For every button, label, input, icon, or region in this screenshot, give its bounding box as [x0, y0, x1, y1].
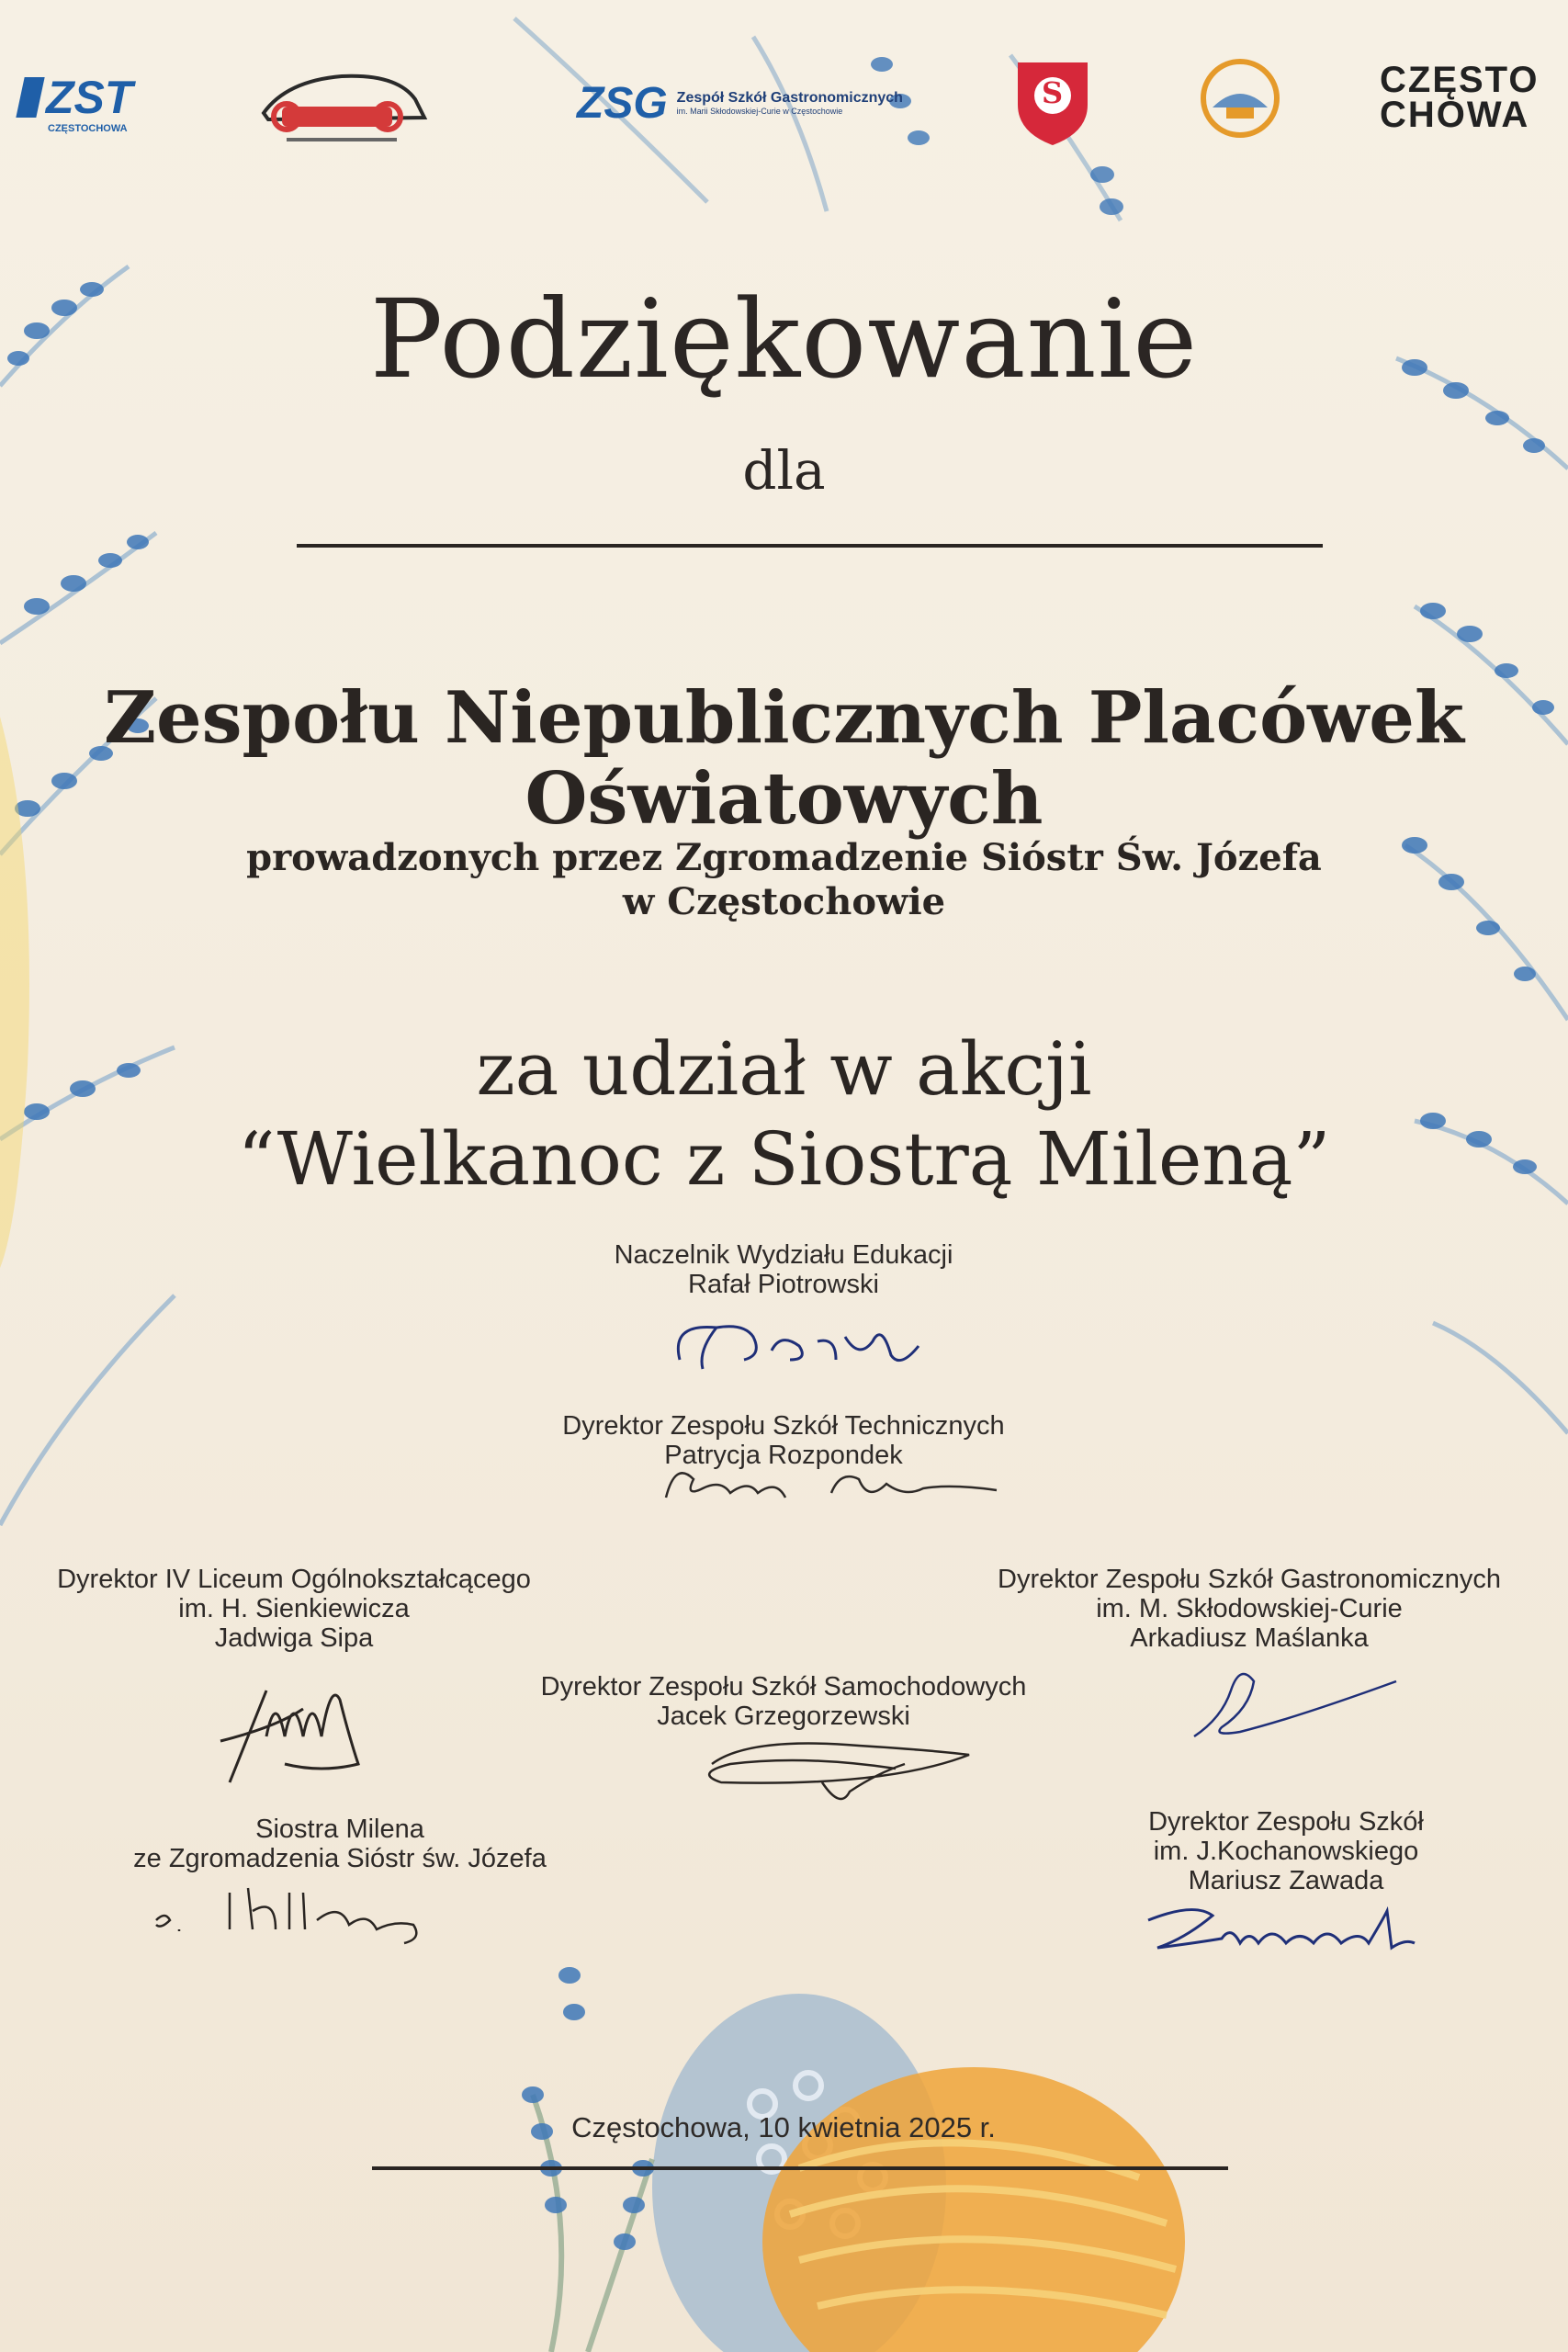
signatory-lo4 — [18, 1565, 570, 1653]
name-underline — [297, 544, 1323, 548]
signature-zsg — [1185, 1645, 1405, 1755]
zsg-logo — [577, 75, 926, 130]
recipient-line-2: Oświatowych — [525, 757, 1043, 841]
signatory-naczelnik — [508, 1240, 1059, 1299]
signatory-role: Naczelnik Wydziału Edukacji — [614, 1240, 953, 1270]
zst-logo-text: ZST — [46, 72, 133, 123]
recipient-line-1: Zespołu Niepublicznych Placówek — [104, 676, 1464, 760]
recipient-line-3: prowadzonych przez Zgromadzenie Sióstr Św. Józefa — [246, 836, 1322, 879]
signatory-school: im. J.Kochanowskiego — [1153, 1837, 1419, 1866]
action-line-1: za udział w akcji — [476, 1026, 1092, 1112]
signatory-name: Patrycja Rozpondek — [664, 1441, 903, 1470]
signatory-role: Dyrektor Zespołu Szkół — [1148, 1807, 1424, 1837]
signatory-role: Dyrektor Zespołu Szkół Gastronomicznych — [998, 1565, 1501, 1594]
signature-naczelnik — [661, 1305, 937, 1387]
signatory-name: Jacek Grzegorzewski — [657, 1702, 910, 1731]
zsg-logo-mark: ZSG — [577, 78, 668, 128]
crest-letter: S — [1042, 75, 1064, 110]
certificate-title: Podziękowanie — [369, 276, 1199, 402]
date-underline — [372, 2166, 1228, 2170]
recipient-line-4: w Częstochowie — [622, 880, 946, 923]
easter-eggs-illustration — [496, 1948, 1213, 2352]
city-logo-line1: CZĘSTO — [1380, 60, 1540, 100]
signature-zst — [657, 1452, 1006, 1516]
signatory-role: Dyrektor Zespołu Szkół Technicznych — [562, 1411, 1005, 1441]
signatory-role: Siostra Milena — [255, 1815, 424, 1844]
czestochowa-city-logo — [1380, 60, 1568, 135]
signatory-name: Rafał Piotrowski — [688, 1270, 879, 1299]
crest-logo — [1014, 59, 1091, 147]
signature-zsk — [1139, 1893, 1433, 1966]
action-line-2: “Wielkanoc z Siostrą Mileną” — [237, 1116, 1331, 1202]
action-text — [0, 1024, 1568, 1204]
signature-milena — [147, 1874, 450, 1948]
signatory-school: im. M. Skłodowskiej-Curie — [1096, 1594, 1403, 1623]
signatory-role: Dyrektor Zespołu Szkół Samochodowych — [540, 1672, 1027, 1702]
recipient-name — [0, 678, 1568, 840]
zsg-logo-subtitle: im. Marii Skłodowskiej-Curie w Częstochowie — [676, 107, 843, 116]
city-logo-line2: CHOWA — [1380, 95, 1530, 135]
signatory-role: Dyrektor IV Liceum Ogólnokształcącego — [57, 1565, 531, 1594]
recipient-description — [0, 836, 1568, 924]
signature-lo4 — [211, 1654, 377, 1792]
zsg-logo-name: Zespół Szkół Gastronomicznych — [676, 90, 903, 106]
right-floral-decoration — [1378, 331, 1568, 1525]
car-wrench-logo — [250, 62, 434, 154]
signatory-name: Arkadiusz Maślanka — [1130, 1623, 1369, 1653]
signature-zss — [694, 1700, 1043, 1819]
signatory-zsk — [1075, 1807, 1497, 1895]
zst-logo-subtitle: CZĘSTOCHOWA — [48, 123, 128, 134]
school-emblem-logo — [1185, 57, 1295, 140]
signatory-milena — [64, 1815, 615, 1873]
zst-logo — [20, 72, 158, 145]
signatory-zsg — [964, 1565, 1534, 1653]
signatory-school: ze Zgromadzenia Sióstr św. Józefa — [133, 1844, 547, 1873]
signatory-name: Mariusz Zawada — [1188, 1866, 1384, 1895]
signatory-name: Jadwiga Sipa — [214, 1623, 374, 1653]
place-and-date: Częstochowa, 10 kwietnia 2025 r. — [571, 2111, 996, 2143]
for-label: dla — [742, 439, 826, 502]
signatory-school: im. H. Sienkiewicza — [178, 1594, 410, 1623]
